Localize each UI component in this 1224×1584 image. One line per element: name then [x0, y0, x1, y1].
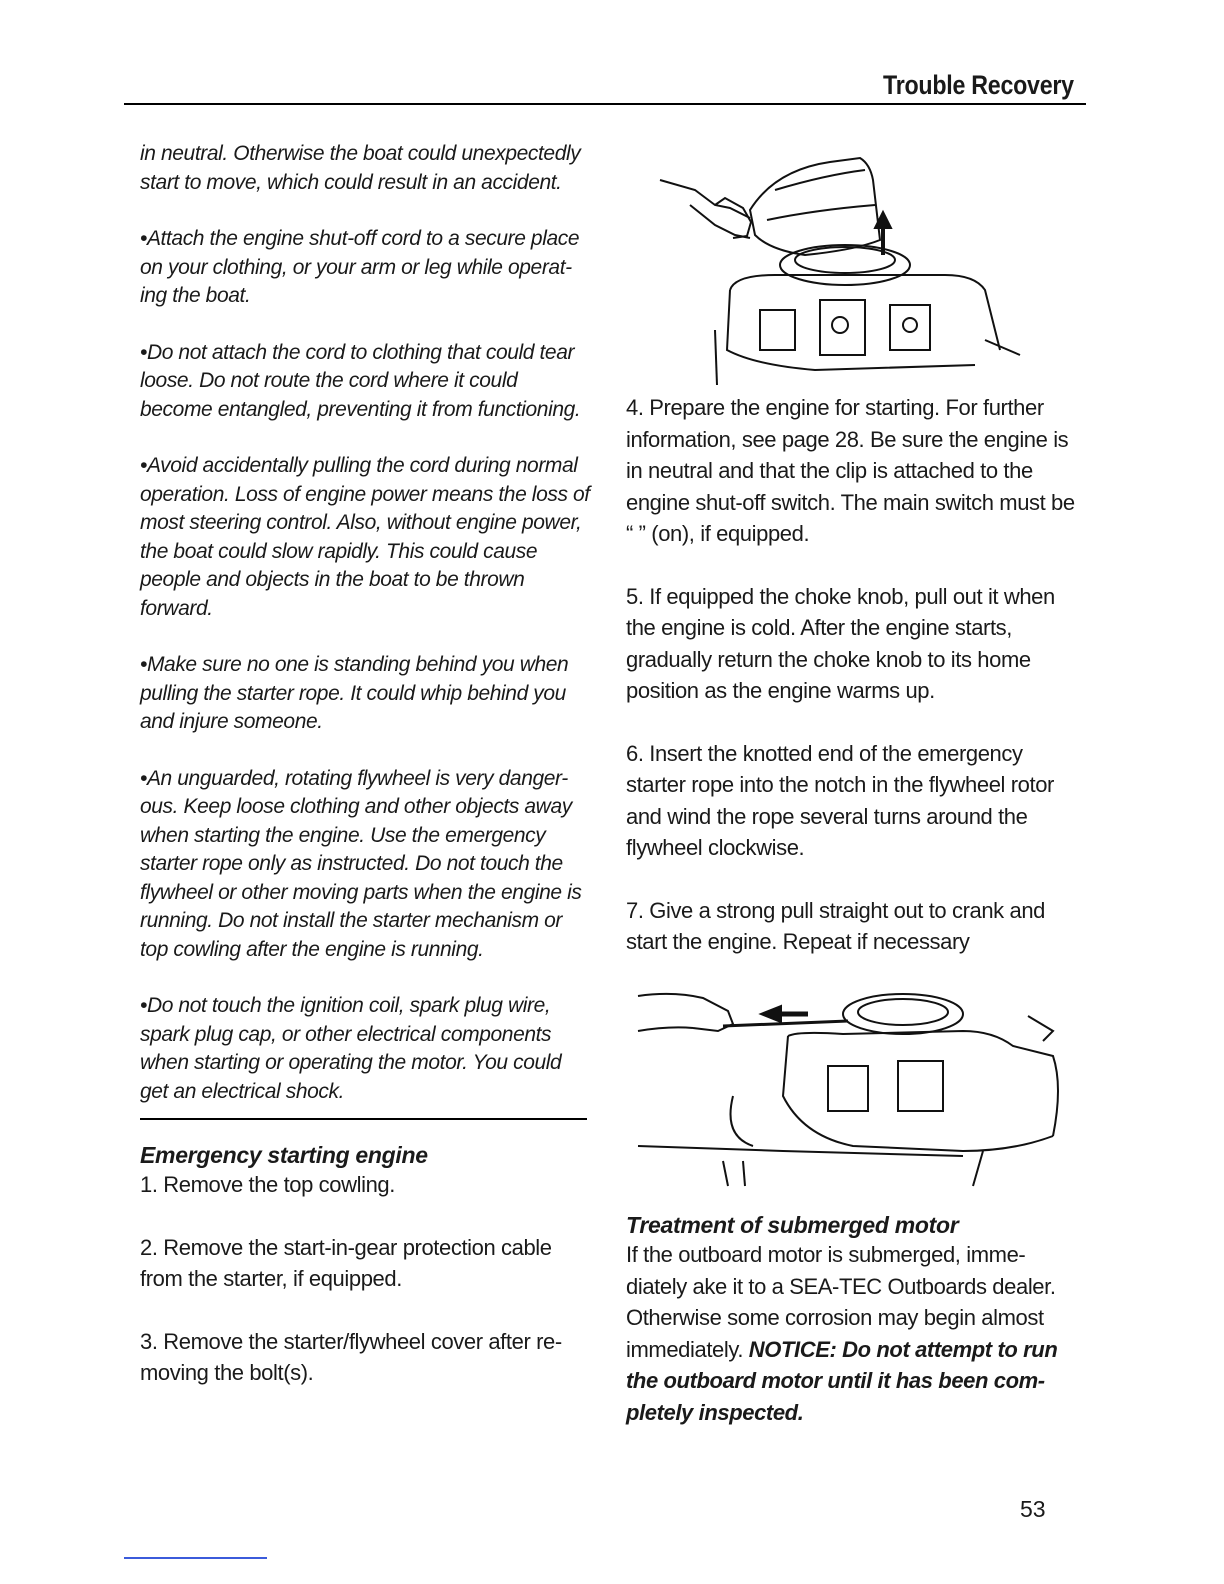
warning-paragraph: •Make sure no one is standing behind you when pulling the starter rope. It could whip behind you and injure someone.: [140, 653, 569, 733]
warning-paragraph: •Attach the engine shut-off cord to a secure place on your clothing, or your arm or leg while operat-ing the boat.: [140, 227, 580, 307]
header-rule: [124, 103, 1086, 105]
rope-pull-illustration: [633, 986, 1073, 1192]
step-3: 3. Remove the starter/flywheel cover after re-moving the bolt(s).: [140, 1328, 562, 1385]
step-7: 7. Give a strong pull straight out to crank and start the engine. Repeat if necessary: [626, 897, 1045, 954]
warning-end-rule: [140, 1118, 587, 1120]
step-5: 5. If equipped the choke knob, pull out it when the engine is cold. After the engine starts, gradually return the choke knob to its home position as the engine warms up.: [626, 583, 1055, 703]
cover-removal-illustration: [655, 150, 1035, 390]
footer-link-underline[interactable]: [124, 1557, 267, 1559]
treatment-text: If the outboard motor is submerged, imme-diately ake it to a SEA-TEC Outboards dealer. Otherwise some corrosion may begin almost immediately.: [626, 1242, 1056, 1362]
warning-paragraph: •Do not attach the cord to clothing that could tear loose. Do not route the cord where it could become entangled, preventing it from functioning.: [140, 340, 581, 421]
warning-paragraph: •Avoid accidentally pulling the cord during normal operation. Loss of engine power means the loss of most steering control. Also, without engine power, the boat could slow rapidly. This could cause people and objects in the boat to be thrown forward.: [140, 454, 590, 620]
emergency-start-heading: Emergency starting engine: [140, 1142, 428, 1168]
warning-paragraph: •An unguarded, rotating flywheel is very danger-ous. Keep loose clothing and other objects away when starting the engine. Use the emergency starter rope only as instructed. Do not touch the flywheel or other moving parts when the engine is running. Do not install the starter mechanism or top cowling after the engine is running.: [140, 766, 582, 961]
treatment-paragraph: [626, 1239, 1076, 1428]
page-number: 53: [1020, 1496, 1046, 1522]
warning-paragraph: •Do not touch the ignition coil, spark plug wire, spark plug cap, or other electrical components when starting or operating the motor. You could get an electrical shock.: [140, 994, 562, 1103]
warning-list: [140, 140, 592, 1134]
treatment-heading: Treatment of submerged motor: [626, 1212, 959, 1238]
step-6: 6. Insert the knotted end of the emergency starter rope into the notch in the flywheel rotor and wind the rope several turns around the flywheel clockwise.: [626, 740, 1054, 860]
notice-text: NOTICE: Do not attempt to run the outboard motor until it has been com-pletely inspected.: [626, 1336, 1058, 1425]
steps-continued: [626, 392, 1076, 989]
step-2: 2. Remove the start-in-gear protection cable from the starter, if equipped.: [140, 1234, 552, 1291]
page-section-title: Trouble Recovery: [883, 70, 1074, 100]
treatment-section: [626, 1212, 1076, 1428]
warning-paragraph: in neutral. Otherwise the boat could unexpectedly start to move, which could result in an accident.: [140, 142, 581, 194]
step-1: 1. Remove the top cowling.: [140, 1172, 395, 1197]
emergency-start-section: [140, 1142, 592, 1420]
step-4: 4. Prepare the engine for starting. For further information, see page 28. Be sure the engine is in neutral and that the clip is attached to the engine shut-off switch. The main switch must be “ ” (on), if equipped.: [626, 395, 1075, 546]
